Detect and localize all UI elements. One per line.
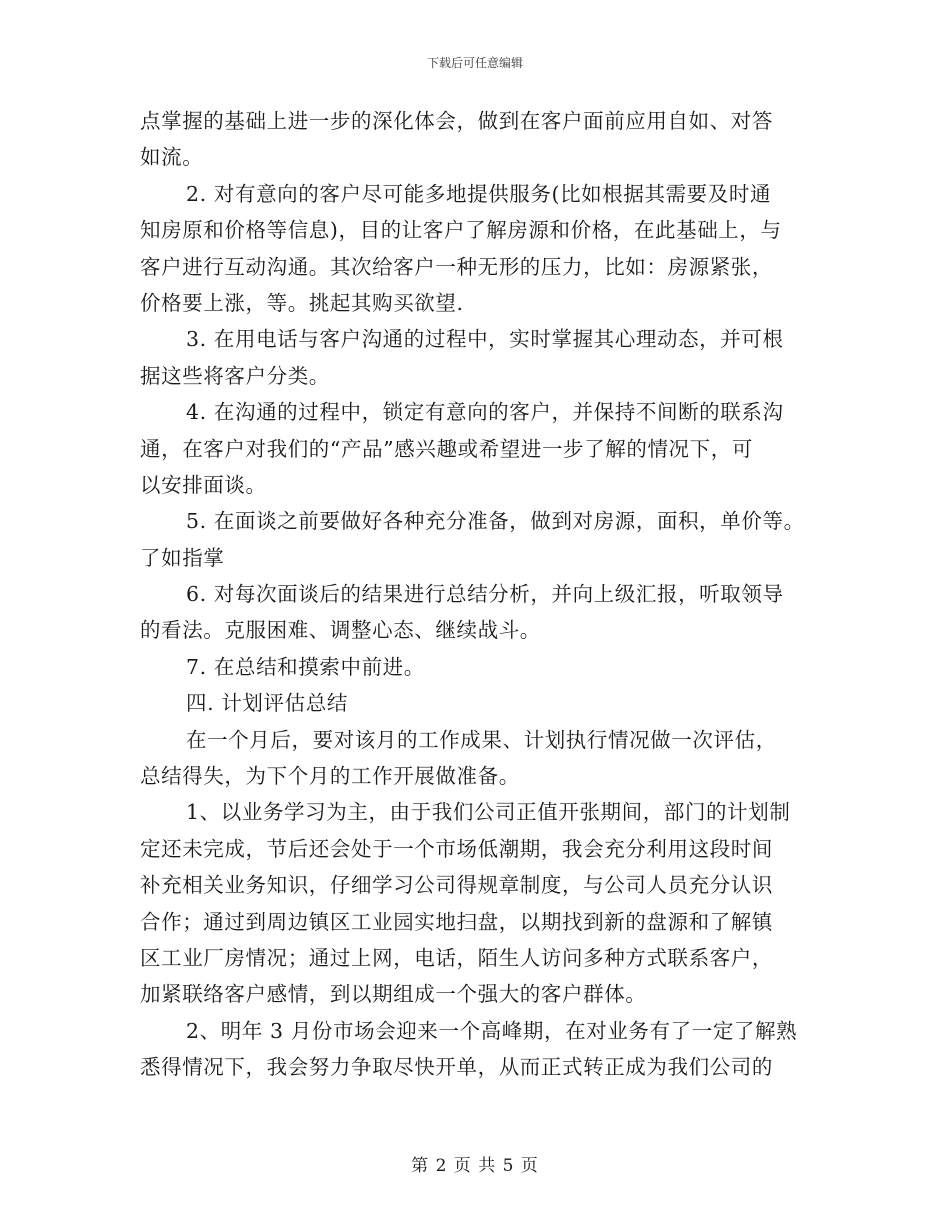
text-line: 通，在客户对我们的“产品”感兴趣或希望进一步了解的情况下，可 [140,436,753,461]
page-header: 下载后可任意编辑 [426,56,523,70]
text-line: 合作；通过到周边镇区工业园实地扫盘，以期找到新的盘源和了解镇 [140,909,773,934]
text-line: 价格要上涨，等。挑起其购买欲望. [140,290,464,315]
text-line: 总结得失，为下个月的工作开展做准备。 [140,764,520,789]
text-line: 2. 对有意向的客户尽可能多地提供服务(比如根据其需要及时通 [186,181,772,206]
text-line: 客户进行互动沟通。其次给客户一种无形的压力，比如：房源紧张， [140,254,773,279]
text-line: 1、以业务学习为主，由于我们公司正值开张期间，部门的计划制 [186,800,791,825]
text-line: 5. 在面谈之前要做好各种充分准备，做到对房源，面积，单价等。 [186,509,805,534]
text-line: 的看法。克服困难、调整心态、继续战斗。 [140,618,541,643]
text-line: 4. 在沟通的过程中，锁定有意向的客户，并保持不间断的联系沟 [186,400,784,425]
text-line: 知房原和价格等信息)，目的让客户了解房源和价格，在此基础上，与 [140,218,782,243]
text-line: 点掌握的基础上进一步的深化体会，做到在客户面前应用自如、对答 [140,109,773,133]
text-line: 7. 在总结和摸索中前进。 [186,654,425,679]
text-line: 定还未完成，节后还会处于一个市场低潮期，我会充分利用这段时间 [140,836,773,861]
page-footer: 第 2 页 共 5 页 [411,1156,539,1176]
text-line: 了如指掌 [140,545,225,570]
document-body [140,103,830,1086]
text-line: 在一个月后，要对该月的工作成果、计划执行情况做一次评估， [186,727,777,752]
text-line: 四. 计划评估总结 [186,691,348,716]
text-line: 补充相关业务知识，仔细学习公司得规章制度，与公司人员充分认识 [140,873,773,898]
text-line: 2、明年 3 月份市场会迎来一个高峰期，在对业务有了一定了解熟 [186,1018,798,1043]
text-line: 悉得情况下，我会努力争取尽快开单，从而正式转正成为我们公司的 [140,1055,773,1080]
text-line: 据这些将客户分类。 [140,363,330,388]
text-line: 加紧联络客户感情，到以期组成一个强大的客户群体。 [140,982,647,1007]
text-line: 以安排面谈。 [140,472,267,497]
text-line: 3. 在用电话与客户沟通的过程中，实时掌握其心理动态，并可根 [186,327,784,352]
text-line: 如流。 [140,145,204,170]
text-line: 区工业厂房情况；通过上网，电话，陌生人访问多种方式联系客户， [140,945,773,970]
text-line: 6. 对每次面谈后的结果进行总结分析，并向上级汇报，听取领导 [186,582,784,607]
